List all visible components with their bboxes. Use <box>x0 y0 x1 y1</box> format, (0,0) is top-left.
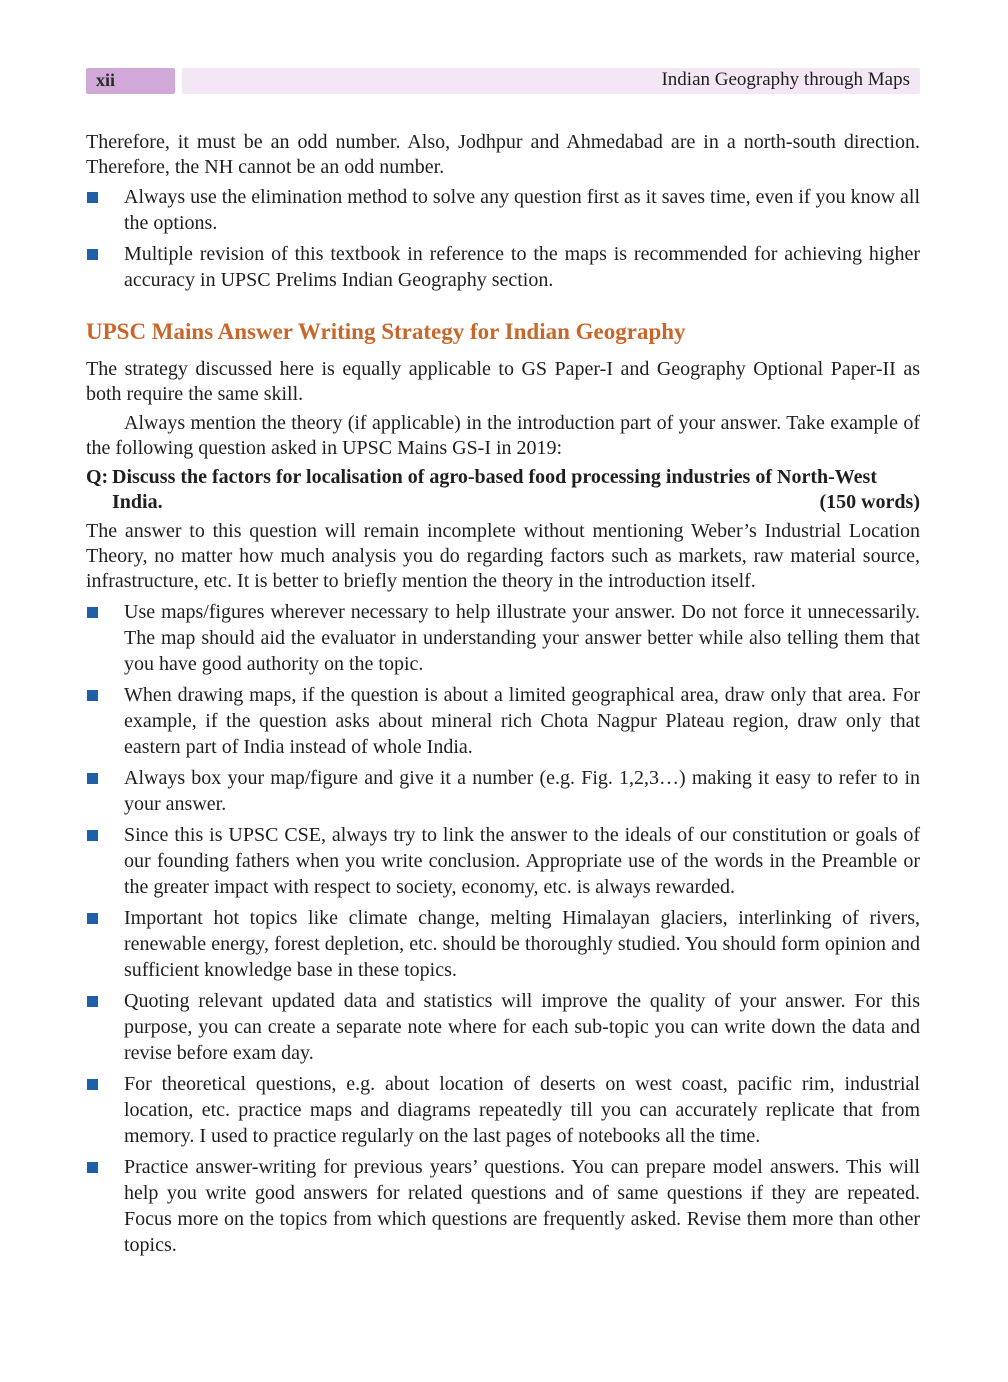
list-item: Always use the elimination method to solve any question first as it saves time, even if you know all the options. <box>86 184 920 236</box>
section-paragraph-2: Always mention the theory (if applicable) in the introduction part of your answer. Take example of the following question asked in UPSC Mains GS-I in 2019: <box>86 412 920 459</box>
list-item: Always box your map/figure and give it a number (e.g. Fig. 1,2,3…) making it easy to refer to in your answer. <box>86 765 920 817</box>
question-word-limit: (150 words) <box>819 491 920 513</box>
square-bullet-icon <box>87 607 98 618</box>
list-item: When drawing maps, if the question is about a limited geographical area, draw only that area. For example, if the question asks about mineral rich Chota Nagpur Plateau region, draw only that eastern part of India instead of whole India. <box>86 682 920 760</box>
page-header <box>86 68 920 94</box>
page-number-tab <box>86 68 175 94</box>
square-bullet-icon <box>87 690 98 701</box>
exam-question <box>86 465 920 515</box>
page-body <box>86 130 920 1263</box>
square-bullet-icon <box>87 830 98 841</box>
section-heading: UPSC Mains Answer Writing Strategy for Indian Geography <box>86 319 686 344</box>
list-item: For theoretical questions, e.g. about location of deserts on west coast, pacific rim, industrial location, etc. practice maps and diagrams repeatedly till you can accurately replicate that from memory. I used to practice regularly on the last pages of notebooks all the time. <box>86 1071 920 1149</box>
section-paragraph-1: The strategy discussed here is equally applicable to GS Paper-I and Geography Optional Paper-II as both require the same skill. <box>86 358 920 405</box>
section-paragraph-3: The answer to this question will remain incomplete without mentioning Weber’s Industrial Location Theory, no matter how much analysis you do regarding factors such as markets, raw material source, infrastructure, etc. It is better to briefly mention the theory in the introduction itself. <box>86 520 920 592</box>
question-text: Discuss the factors for localisation of agro-based food processing industries of North-West <box>112 466 877 488</box>
list-item: Important hot topics like climate change, melting Himalayan glaciers, interlinking of rivers, renewable energy, forest depletion, etc. should be thoroughly studied. You should form opinion and sufficient knowledge base in these topics. <box>86 905 920 983</box>
strategy-bullet-list <box>86 599 920 1258</box>
intro-paragraph: Therefore, it must be an odd number. Also, Jodhpur and Ahmedabad are in a north-south direction. Therefore, the NH cannot be an odd number. <box>86 131 920 178</box>
list-item: Use maps/figures wherever necessary to help illustrate your answer. Do not force it unnecessarily. The map should aid the evaluator in understanding your answer better while also telling them that you have good authority on the topic. <box>86 599 920 677</box>
running-title-band <box>182 68 920 94</box>
intro-bullet-list <box>86 184 920 293</box>
list-item: Quoting relevant updated data and statistics will improve the quality of your answer. For this purpose, you can create a separate note where for each sub-topic you can write down the data and revise before exam day. <box>86 988 920 1066</box>
book-title: Indian Geography through Maps <box>661 69 910 90</box>
list-item: Since this is UPSC CSE, always try to link the answer to the ideals of our constitution or goals of our founding fathers when you write conclusion. Appropriate use of the words in the Preamble or the greater impact with respect to society, economy, etc. is always rewarded. <box>86 822 920 900</box>
list-item: Multiple revision of this textbook in reference to the maps is recommended for achieving higher accuracy in UPSC Prelims Indian Geography section. <box>86 241 920 293</box>
square-bullet-icon <box>87 996 98 1007</box>
question-text-end: India. <box>112 491 163 513</box>
square-bullet-icon <box>87 773 98 784</box>
square-bullet-icon <box>87 1162 98 1173</box>
question-label: Q: <box>86 466 109 488</box>
square-bullet-icon <box>87 1079 98 1090</box>
list-item: Practice answer-writing for previous years’ questions. You can prepare model answers. This will help you write good answers for related questions and of same questions if they are repeated. Focus more on the topics from which questions are frequently asked. Revise them more than other topics. <box>86 1154 920 1258</box>
page-number: xii <box>96 70 116 90</box>
square-bullet-icon <box>87 192 98 203</box>
square-bullet-icon <box>87 913 98 924</box>
square-bullet-icon <box>87 249 98 260</box>
